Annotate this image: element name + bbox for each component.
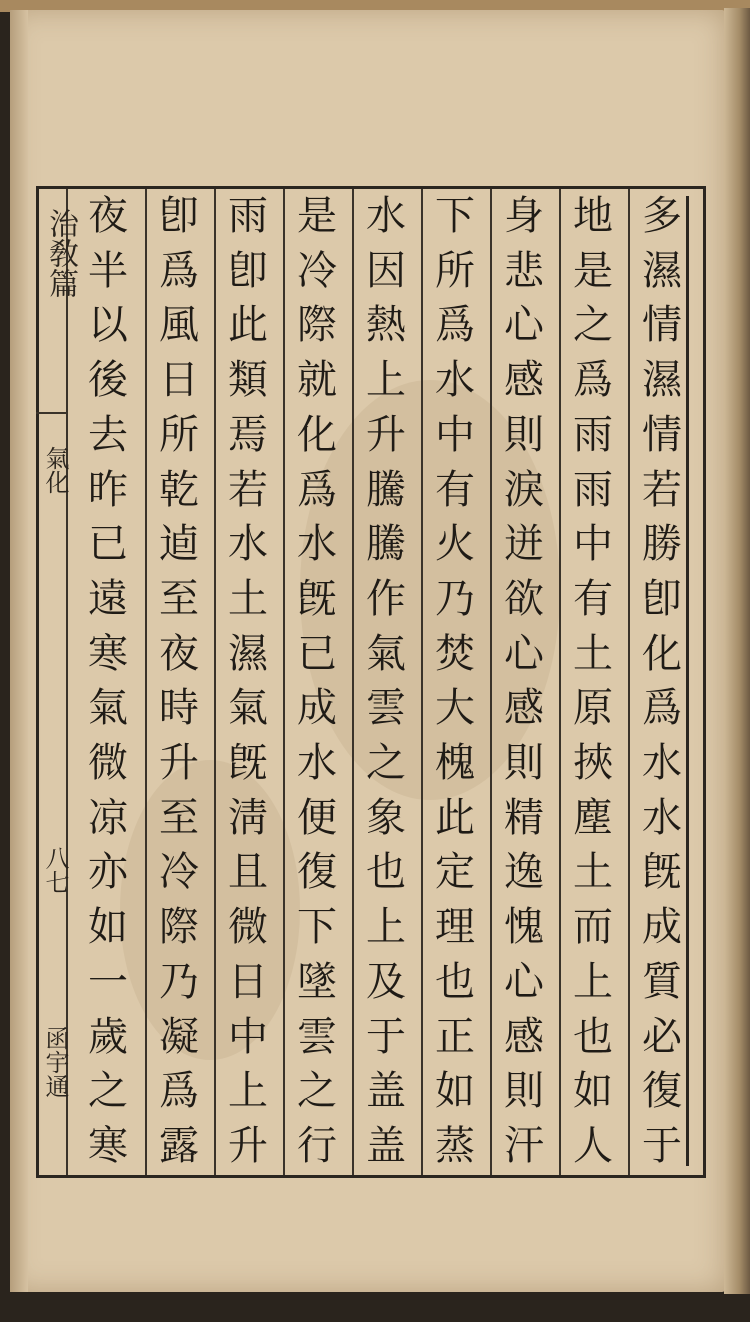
glyph: 感 (504, 685, 544, 732)
glyph: 挾 (573, 740, 613, 787)
column-rule (628, 189, 630, 1175)
glyph: 則 (504, 411, 544, 458)
margin-column (36, 196, 78, 1166)
glyph: 露 (159, 1122, 199, 1169)
glyph: 升 (159, 740, 199, 787)
glyph: 心 (504, 630, 544, 677)
glyph: 愧 (504, 904, 544, 951)
glyph: 下 (435, 193, 475, 239)
column-rule (145, 189, 147, 1175)
glyph: 精 (504, 794, 544, 841)
glyph: 化 (642, 630, 682, 677)
glyph: 爲 (573, 357, 613, 404)
column-rule (559, 189, 561, 1175)
glyph: 就 (297, 357, 337, 404)
glyph: 夜 (159, 630, 199, 677)
glyph: 上 (228, 1068, 268, 1115)
glyph: 淸 (228, 794, 268, 841)
margin-page-number: 八七 (41, 846, 69, 894)
glyph: 有 (435, 466, 475, 513)
glyph: 因 (366, 247, 406, 294)
glyph: 雨 (228, 193, 268, 239)
glyph: 情 (642, 411, 682, 458)
glyph: 土 (573, 849, 613, 896)
margin-publisher: 函宇通 (41, 1026, 69, 1098)
glyph: 雨 (573, 411, 613, 458)
glyph: 升 (366, 411, 406, 458)
glyph: 旣 (228, 740, 268, 787)
column-rule (214, 189, 216, 1175)
text-column-1 (632, 193, 692, 1169)
glyph: 乾 (159, 466, 199, 513)
glyph: 情 (642, 302, 682, 349)
glyph: 爲 (159, 1068, 199, 1115)
glyph: 下 (297, 904, 337, 951)
glyph: 濕 (642, 247, 682, 294)
glyph: 如 (88, 904, 128, 951)
text-column-9 (78, 193, 138, 1169)
glyph: 雲 (366, 685, 406, 732)
glyph: 復 (642, 1068, 682, 1115)
glyph: 亦 (88, 849, 128, 896)
glyph: 逸 (504, 849, 544, 896)
glyph: 之 (573, 302, 613, 349)
glyph: 水 (642, 740, 682, 787)
glyph: 盖 (366, 1068, 406, 1115)
glyph: 氣 (88, 685, 128, 732)
glyph: 卽 (228, 247, 268, 294)
text-column-3 (494, 193, 554, 1169)
glyph: 勝 (642, 521, 682, 568)
glyph: 盖 (366, 1122, 406, 1169)
glyph: 必 (642, 1013, 682, 1060)
glyph: 水 (366, 193, 406, 239)
glyph: 此 (228, 302, 268, 349)
text-column-6 (287, 193, 347, 1169)
glyph: 槐 (435, 740, 475, 787)
glyph: 成 (642, 904, 682, 951)
glyph: 上 (573, 958, 613, 1005)
page-edge-left (10, 10, 28, 1292)
glyph: 質 (642, 958, 682, 1005)
glyph: 爲 (297, 466, 337, 513)
column-rule (352, 189, 354, 1175)
glyph: 焉 (228, 411, 268, 458)
glyph: 大 (435, 685, 475, 732)
glyph: 上 (366, 904, 406, 951)
glyph: 復 (297, 849, 337, 896)
glyph: 之 (88, 1068, 128, 1115)
glyph: 蒸 (435, 1122, 475, 1169)
glyph: 後 (88, 357, 128, 404)
glyph: 已 (297, 630, 337, 677)
glyph: 感 (504, 357, 544, 404)
glyph: 風 (159, 302, 199, 349)
glyph: 于 (366, 1013, 406, 1060)
glyph: 心 (504, 958, 544, 1005)
glyph: 上 (366, 357, 406, 404)
glyph: 也 (573, 1013, 613, 1060)
glyph: 寒 (88, 1122, 128, 1169)
glyph: 感 (504, 1013, 544, 1060)
glyph: 際 (159, 904, 199, 951)
glyph: 雨 (573, 466, 613, 513)
glyph: 爲 (435, 302, 475, 349)
margin-title: 治敎篇 (43, 208, 78, 298)
glyph: 凉 (88, 794, 128, 841)
glyph: 時 (159, 685, 199, 732)
glyph: 化 (297, 411, 337, 458)
glyph: 中 (228, 1013, 268, 1060)
glyph: 且 (228, 849, 268, 896)
text-column-8 (149, 193, 209, 1169)
glyph: 際 (297, 302, 337, 349)
text-column-5 (356, 193, 416, 1169)
glyph: 是 (573, 247, 613, 294)
glyph: 至 (159, 794, 199, 841)
glyph: 之 (297, 1068, 337, 1115)
glyph: 旣 (297, 575, 337, 622)
glyph: 中 (573, 521, 613, 568)
glyph: 心 (504, 302, 544, 349)
glyph: 則 (504, 1068, 544, 1115)
text-column-2 (563, 193, 623, 1169)
glyph: 火 (435, 521, 475, 568)
glyph: 雲 (297, 1013, 337, 1060)
glyph: 水 (642, 794, 682, 841)
glyph: 有 (573, 575, 613, 622)
margin-section: 氣化 (41, 446, 69, 494)
glyph: 及 (366, 958, 406, 1005)
glyph: 一 (88, 958, 128, 1005)
glyph: 微 (88, 740, 128, 787)
glyph: 氣 (228, 685, 268, 732)
glyph: 欲 (504, 575, 544, 622)
glyph: 若 (228, 466, 268, 513)
glyph: 日 (228, 958, 268, 1005)
glyph: 氣 (366, 630, 406, 677)
glyph: 逌 (159, 521, 199, 568)
glyph: 日 (159, 357, 199, 404)
page-edge-right (724, 8, 750, 1294)
glyph: 至 (159, 575, 199, 622)
glyph: 土 (228, 575, 268, 622)
glyph: 塵 (573, 794, 613, 841)
glyph: 原 (573, 685, 613, 732)
glyph: 爲 (642, 685, 682, 732)
glyph: 如 (573, 1068, 613, 1115)
glyph: 已 (88, 521, 128, 568)
glyph: 理 (435, 904, 475, 951)
glyph: 濕 (642, 357, 682, 404)
glyph: 類 (228, 357, 268, 404)
glyph: 正 (435, 1013, 475, 1060)
glyph: 墜 (297, 958, 337, 1005)
column-rule (421, 189, 423, 1175)
glyph: 水 (297, 521, 337, 568)
glyph: 也 (435, 958, 475, 1005)
glyph: 淚 (504, 466, 544, 513)
glyph: 定 (435, 849, 475, 896)
glyph: 水 (435, 357, 475, 404)
glyph: 去 (88, 411, 128, 458)
glyph: 所 (159, 411, 199, 458)
glyph: 之 (366, 740, 406, 787)
text-column-4 (425, 193, 485, 1169)
glyph: 也 (366, 849, 406, 896)
glyph: 便 (297, 794, 337, 841)
glyph: 成 (297, 685, 337, 732)
glyph: 騰 (366, 521, 406, 568)
glyph: 所 (435, 247, 475, 294)
glyph: 汗 (504, 1122, 544, 1169)
glyph: 卽 (159, 193, 199, 239)
glyph: 乃 (435, 575, 475, 622)
glyph: 是 (297, 193, 337, 239)
glyph: 騰 (366, 466, 406, 513)
glyph: 寒 (88, 630, 128, 677)
glyph: 冷 (159, 849, 199, 896)
glyph: 爲 (159, 247, 199, 294)
glyph: 冷 (297, 247, 337, 294)
glyph: 焚 (435, 630, 475, 677)
glyph: 水 (228, 521, 268, 568)
glyph: 于 (642, 1122, 682, 1169)
glyph: 水 (297, 740, 337, 787)
glyph: 卽 (642, 575, 682, 622)
glyph: 微 (228, 904, 268, 951)
glyph: 而 (573, 904, 613, 951)
glyph: 作 (366, 575, 406, 622)
glyph: 若 (642, 466, 682, 513)
glyph: 凝 (159, 1013, 199, 1060)
glyph: 升 (228, 1122, 268, 1169)
glyph: 半 (88, 247, 128, 294)
glyph: 土 (573, 630, 613, 677)
glyph: 遠 (88, 575, 128, 622)
glyph: 行 (297, 1122, 337, 1169)
glyph: 身 (504, 193, 544, 239)
glyph: 旣 (642, 849, 682, 896)
glyph: 如 (435, 1068, 475, 1115)
glyph: 中 (435, 411, 475, 458)
text-column-7 (218, 193, 278, 1169)
glyph: 昨 (88, 466, 128, 513)
glyph: 地 (573, 193, 613, 239)
glyph: 歲 (88, 1013, 128, 1060)
glyph: 人 (573, 1122, 613, 1169)
glyph: 多 (642, 193, 682, 239)
glyph: 則 (504, 740, 544, 787)
glyph: 乃 (159, 958, 199, 1005)
column-rule (283, 189, 285, 1175)
glyph: 以 (88, 302, 128, 349)
glyph: 象 (366, 794, 406, 841)
glyph: 熱 (366, 302, 406, 349)
glyph: 迸 (504, 521, 544, 568)
glyph: 悲 (504, 247, 544, 294)
glyph: 濕 (228, 630, 268, 677)
glyph: 此 (435, 794, 475, 841)
column-rule (490, 189, 492, 1175)
glyph: 夜 (88, 193, 128, 239)
